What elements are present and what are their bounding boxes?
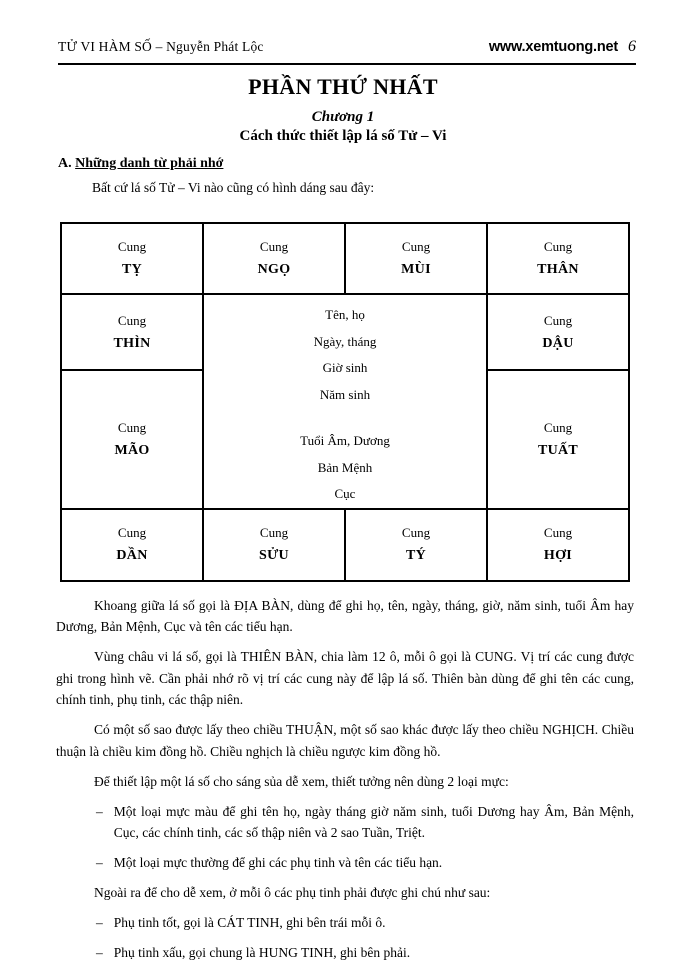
header-right: [489, 38, 636, 56]
cung-name-ngo: NGỌ: [257, 262, 291, 277]
cell-cung-dau: [487, 294, 629, 370]
bullet-cat-tinh: [56, 912, 634, 934]
paragraph-hai-loai-muc: Để thiết lập một lá số cho sáng sủa dễ xem, thiết tưởng nên dùng 2 loại mực:: [94, 773, 509, 789]
center-line-nam-sinh: Năm sinh: [319, 386, 371, 402]
book-title: TỬ VI HÀM SỐ – Nguyễn Phát Lộc: [58, 39, 264, 54]
cung-label: Cung: [117, 312, 147, 328]
bullet-hung-tinh: [56, 942, 634, 964]
section-a-title: Những danh từ phải nhớ: [75, 156, 224, 171]
center-line-ngay-thang: Ngày, tháng: [313, 333, 377, 349]
cung-label: Cung: [117, 525, 147, 540]
cung-label: Cung: [401, 239, 431, 254]
cell-cung-mui: [345, 223, 487, 294]
cung-label: Cung: [543, 239, 573, 254]
cell-cung-tuat: [487, 370, 629, 508]
cung-label: Cung: [543, 525, 573, 540]
site-url: www.xemtuong.net: [488, 39, 618, 55]
page-number: 6: [628, 38, 636, 55]
bullet-dash: –: [96, 855, 103, 870]
center-line-tuoi-am-duong: Tuổi Âm, Dương: [300, 433, 390, 448]
cell-cung-dan: [61, 509, 203, 581]
cung-label: Cung: [401, 525, 431, 540]
dia-ban-center-cell: [203, 294, 487, 509]
chapter-title: Cách thức thiết lập lá số Tử – Vi: [239, 128, 447, 144]
body-text: [56, 595, 634, 964]
cung-name-ty-bottom: TÝ: [405, 548, 427, 563]
bullet-text: Một loại mực thường để ghi các phụ tinh và tên các tiểu hạn.: [113, 855, 443, 870]
cung-name-hoi: HỢI: [543, 548, 573, 563]
cell-cung-suu: [203, 509, 345, 581]
bullet-text: Phụ tinh tốt, gọi là CÁT TINH, ghi bên trái mỗi ô.: [113, 915, 386, 930]
bullet-dash: –: [96, 945, 103, 960]
cung-name-mao: MÃO: [114, 442, 150, 458]
section-a-heading: [58, 156, 632, 172]
center-line-ten-ho: Tên, họ: [325, 307, 365, 322]
part-title: PHẦN THỨ NHẤT: [248, 74, 438, 99]
section-a-prefix: A.: [58, 156, 72, 171]
paragraph-thuan-nghich: Có một số sao được lấy theo chiều THUẬN, một số sao khác được lấy theo chiều NGHỊCH. Chiều thuận là chiều kim đồng hồ. Chiều nghịch là chiều ngược kim đồng hồ.: [56, 722, 634, 759]
cung-name-suu: SỬU: [259, 548, 289, 563]
bullet-dash: –: [96, 803, 103, 819]
cung-name-than: THÂN: [537, 262, 579, 277]
cung-label: Cung: [117, 239, 147, 254]
bullet-text: Một loại mực màu để ghi tên họ, ngày tháng giờ năm sinh, tuổi Dương hay Âm, Bản Mệnh, Cục, các chính tinh, các số thập niên và 2 sao Tuần, Triệt.: [113, 803, 634, 840]
cung-name-dan: DẦN: [116, 548, 148, 563]
center-line-cuc: Cục: [334, 486, 356, 501]
cung-label: Cung: [259, 525, 289, 540]
cung-name-dau: DẬU: [542, 335, 574, 351]
cell-cung-ngo: [203, 223, 345, 294]
cell-cung-hoi: [487, 509, 629, 581]
header-divider: [58, 63, 636, 65]
cung-name-thin: THÌN: [113, 335, 151, 351]
cell-cung-ty: [61, 223, 203, 294]
cung-label: Cung: [543, 312, 573, 328]
chapter-label: Chương 1: [311, 109, 375, 125]
bullet-muc-thuong: [56, 852, 634, 874]
cell-cung-mao: [61, 370, 203, 508]
section-a-intro: Bất cứ lá số Tử – Vi nào cũng có hình dáng sau đây:: [92, 180, 375, 195]
paragraph-dia-ban: Khoang giữa lá số gọi là ĐỊA BÀN, dùng để ghi họ, tên, ngày, tháng, giờ, năm sinh, tuổi Âm hay Dương, Bản Mệnh, Cục và tên các tiểu hạn.: [56, 597, 634, 634]
cung-label: Cung: [259, 239, 289, 254]
page-header: [58, 38, 636, 56]
cung-name-mui: MÙI: [401, 262, 431, 277]
tuvi-chart-table: [60, 222, 630, 582]
cung-label: Cung: [117, 419, 147, 435]
cung-name-ty: TỴ: [121, 262, 143, 277]
cung-label: Cung: [543, 419, 573, 435]
cell-cung-tyy: [345, 509, 487, 581]
cung-name-tuat: TUẤT: [537, 442, 579, 458]
bullet-muc-mau: [56, 801, 634, 844]
center-line-gio-sinh: Giờ sinh: [322, 360, 368, 375]
paragraph-thien-ban: Vùng châu vi lá số, gọi là THIÊN BÀN, chia làm 12 ô, mỗi ô gọi là CUNG. Vị trí các cung được ghi trong hình vẽ. Cần phải nhớ rõ vị trí các cung này để lập lá số. Thiên bàn dùng để ghi tên các cung, chính tinh, phụ tinh, các thập niên.: [56, 649, 634, 707]
cell-cung-thin: [61, 294, 203, 370]
cell-cung-than: [487, 223, 629, 294]
center-line-ban-menh: Bản Mệnh: [317, 459, 373, 475]
bullet-text: Phụ tinh xấu, gọi chung là HUNG TINH, ghi bên phải.: [113, 945, 411, 960]
paragraph-ghi-chu: Ngoài ra để cho dễ xem, ở mỗi ô các phụ tinh phải được ghi chú như sau:: [94, 885, 491, 900]
bullet-dash: –: [96, 915, 103, 930]
